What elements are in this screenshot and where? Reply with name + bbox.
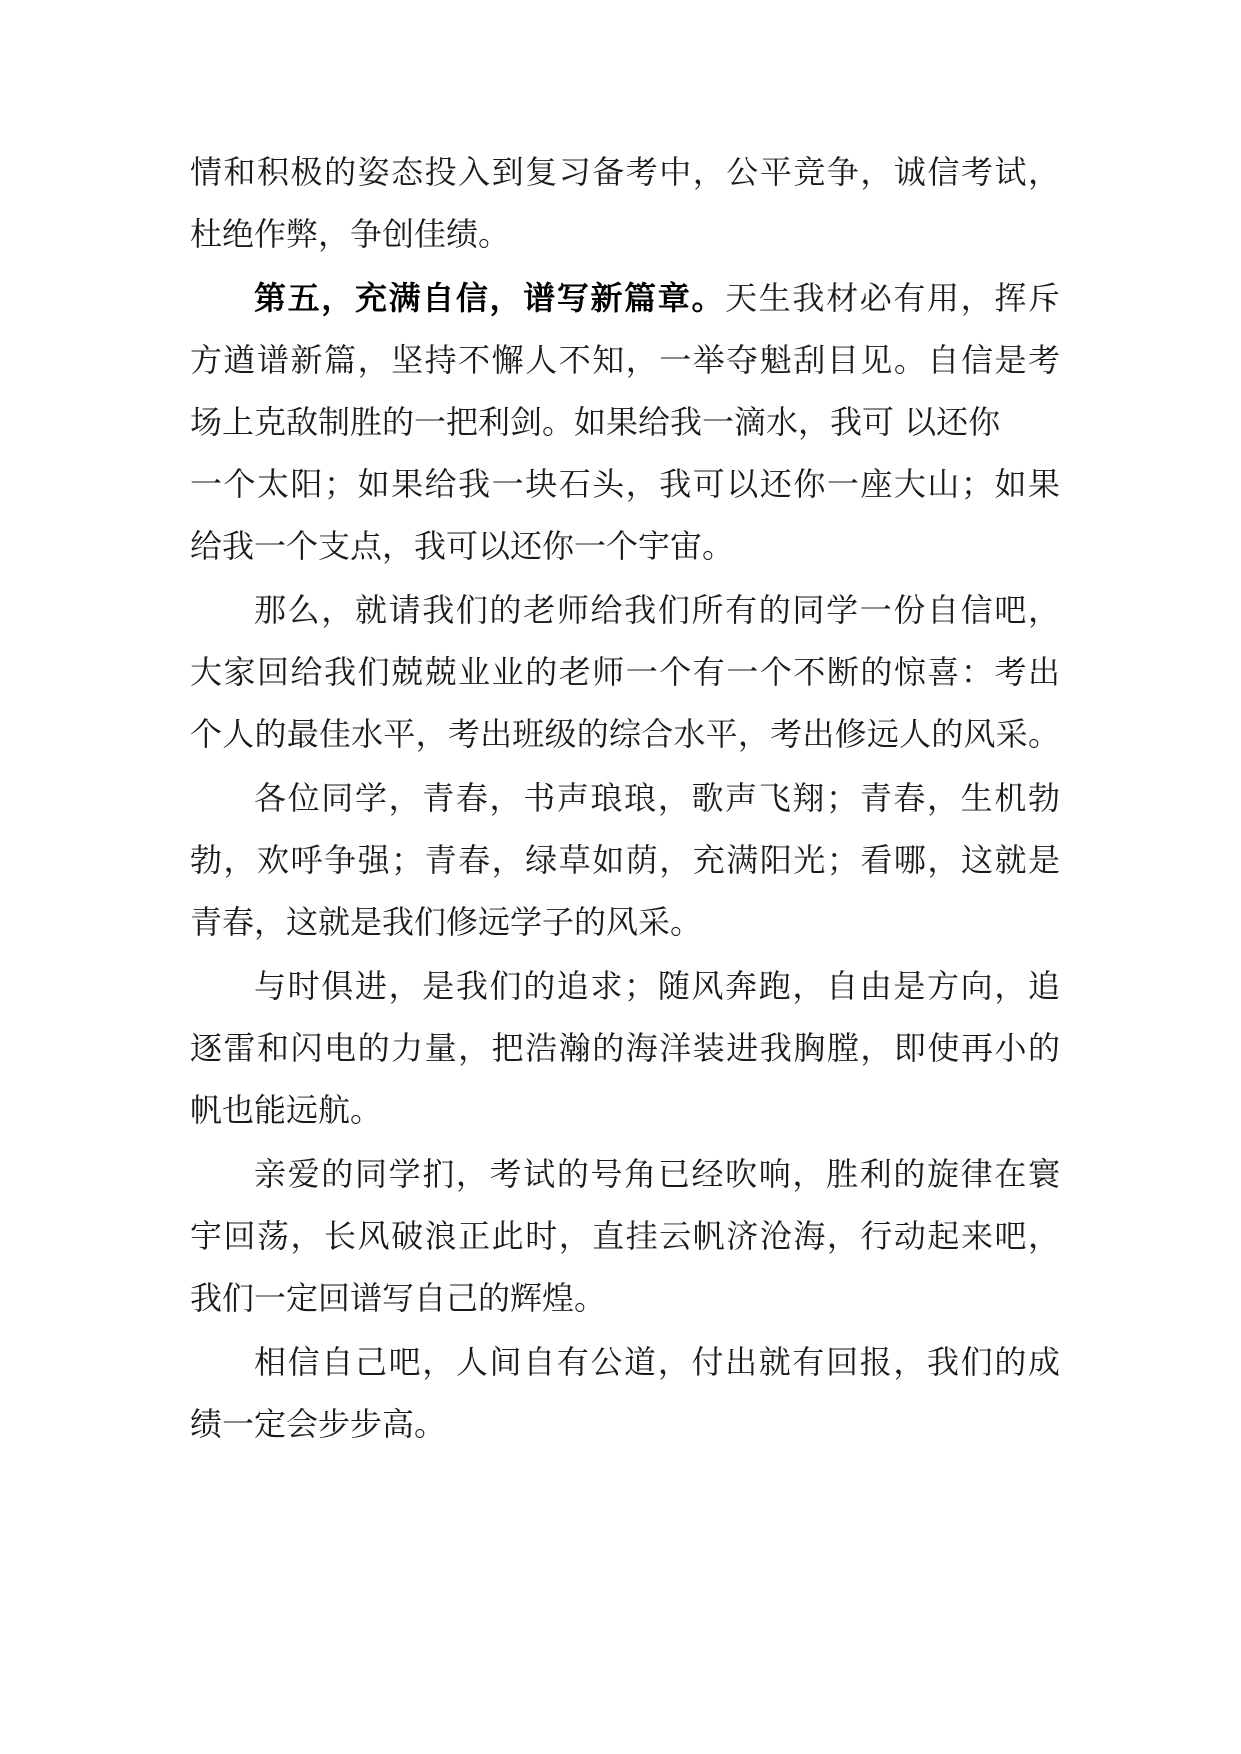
body-line: 我们一定回谱写自己的辉煌。: [190, 1279, 607, 1317]
body-line: 情和积极的姿态投入到复习备考中，公平竞争，诚信考试，: [190, 153, 1060, 191]
body-line: 场上克敌制胜的一把利剑。如果给我一滴水，我可 以还你: [190, 403, 1001, 441]
body-line: 大家回给我们兢兢业业的老师一个有一个不断的惊喜：考出: [190, 653, 1060, 691]
body-line: 给我一个支点，我可以还你一个宇宙。: [190, 527, 735, 565]
body-line: 个人的最佳水平，考出班级的综合水平，考出修远人的风采。: [190, 715, 1060, 753]
body-line: 相信自己吧，人间自有公道，付出就有回报，我们的成: [254, 1343, 1060, 1381]
body-line: 杜绝作弊，争创佳绩。: [190, 215, 511, 253]
body-line: 与时俱进，是我们的追求；随风奔跑，自由是方向，追: [254, 967, 1060, 1005]
body-line: 宇回荡，长风破浪正此时，直挂云帆济沧海，行动起来吧，: [190, 1217, 1060, 1255]
body-line: 勃，欢呼争强；青春，绿草如荫，充满阳光；看哪，这就是: [190, 841, 1060, 879]
section5-first-line: [254, 276, 1060, 320]
body-line: 青春，这就是我们修远学子的风采。: [190, 903, 703, 941]
body-line: 亲爱的同学扪，考试的号角已经吹响，胜利的旋律在寰: [254, 1155, 1060, 1193]
body-line: 逐雷和闪电的力量，把浩瀚的海洋装进我胸膛，即使再小的: [190, 1029, 1060, 1067]
body-line: 各位同学，青春，书声琅琅，歌声飞翔；青春，生机勃: [254, 779, 1060, 817]
body-line: 方遒谱新篇，坚持不懈人不知，一举夺魁刮目见。自信是考: [190, 341, 1060, 379]
body-line: 那么，就请我们的老师给我们所有的同学一份自信吧，: [254, 591, 1060, 629]
body-line: 绩一定会步步高。: [190, 1405, 447, 1443]
section5-heading: 第五，充满自信，谱写新篇章。: [254, 279, 726, 317]
body-text: 天生我材必有用，挥斥: [725, 279, 1060, 317]
body-line: 帆也能远航。: [190, 1091, 383, 1129]
body-line: 一个太阳；如果给我一块石头，我可以还你一座大山；如果: [190, 465, 1060, 503]
